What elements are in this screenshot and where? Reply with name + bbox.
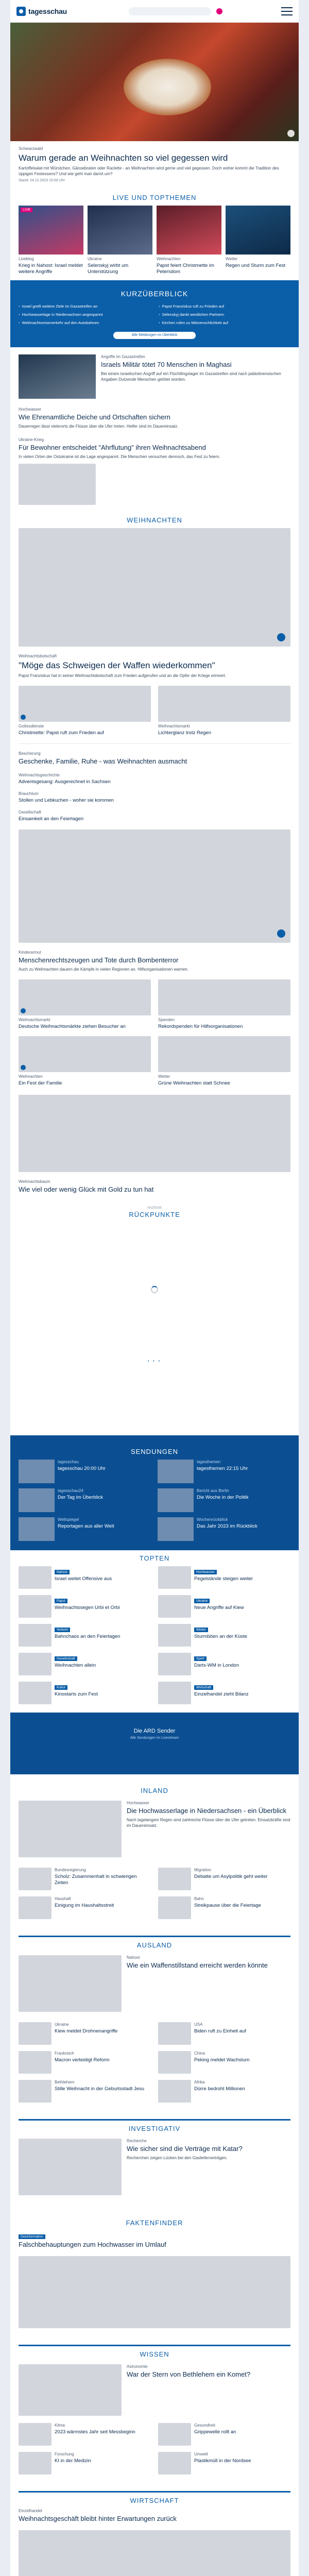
sendung-item[interactable]	[158, 1460, 290, 1483]
inland-kicker: Bahn	[194, 1896, 204, 1901]
logo-icon	[16, 7, 26, 16]
topten-title-text[interactable]: Pegelstände steigen weiter	[194, 1576, 253, 1582]
ausland-kicker: China	[194, 2051, 205, 2056]
weihnachten-mid-kicker: Bescherung	[19, 751, 41, 756]
kurzueberblick-button[interactable]: Alle Meldungen im Überblick	[113, 332, 196, 339]
sendung-item[interactable]	[158, 1517, 290, 1541]
live-section-title: LIVE UND TOPTHEMEN	[112, 194, 197, 201]
topten-image[interactable]	[19, 1624, 52, 1647]
weihnachten-end-image[interactable]	[19, 1095, 290, 1172]
wirtschaft-section	[10, 2483, 299, 2576]
ausland-item-title[interactable]: Peking meldet Wachstum	[194, 2057, 250, 2063]
story-title[interactable]: Für Bewohner entscheidet "Ahrflutung" ihren Weihnachtsabend	[19, 444, 206, 451]
topten-item[interactable]	[158, 1624, 290, 1647]
weihnachten-video-image[interactable]	[19, 829, 290, 943]
ausland-item-title[interactable]: Kiew meldet Drohnenangriffe	[55, 2028, 118, 2034]
topten-kicker: Papst	[55, 1599, 67, 1603]
sendung-kicker: Weltspiegel	[58, 1517, 79, 1522]
topten-image[interactable]	[19, 1682, 52, 1704]
weihnachten-list-item[interactable]	[19, 773, 290, 785]
kurz-item[interactable]: • Israel greift weitere Ziele im Gazastreifen an	[19, 304, 150, 309]
kurzueberblick-box	[10, 280, 299, 347]
weihnachten-item[interactable]	[158, 686, 290, 736]
wissen-lead-image[interactable]	[19, 2364, 122, 2416]
weihnachten-grid-item[interactable]	[158, 1036, 290, 1087]
wissen-kicker: Umwelt	[194, 2452, 208, 2456]
investigativ-lead-kicker: Recherche	[127, 2139, 147, 2143]
topten-kicker: Sport	[194, 1656, 207, 1661]
faktenfinder-image[interactable]	[19, 2256, 290, 2328]
weihnachten-second-text: Auch zu Weihnachten dauern die Kämpfe in vielen Regionen an. Hilfsorganisationen warnen.	[19, 967, 188, 972]
topten-item[interactable]	[19, 1624, 151, 1647]
sendung-kicker: tagesthemen	[197, 1460, 221, 1464]
kurzueberblick-title: KURZÜBERBLICK	[121, 290, 188, 298]
item-title[interactable]: Einsamkeit an den Feiertagen	[19, 816, 84, 822]
story-kicker: Hochwasser	[19, 407, 42, 412]
wissen-kicker: Klima	[55, 2423, 65, 2428]
topten-image[interactable]	[158, 1653, 191, 1675]
topten-item[interactable]	[19, 1653, 151, 1675]
item-title[interactable]: Adventsgesang: Ausgerechnet in Sachsen	[19, 779, 111, 785]
kurz-item[interactable]: • Kirchen rufen zu Mitmenschlichkeit auf	[159, 320, 290, 326]
play-icon	[277, 929, 285, 938]
sendung-item[interactable]	[19, 1517, 151, 1541]
promo-title: Die ARD Sender	[133, 1728, 176, 1734]
topten-item[interactable]	[19, 1566, 151, 1589]
topten-title-text[interactable]: Sturmböen an der Küste	[194, 1634, 247, 1639]
ausland-image[interactable]	[158, 2022, 191, 2045]
topten-image[interactable]	[19, 1595, 52, 1618]
topten-item[interactable]	[19, 1682, 151, 1704]
inland-item-title[interactable]: Scholz: Zusammenhalt in schwierigen Zeiten	[55, 1874, 137, 1886]
weihnachten-lead-title[interactable]: "Möge das Schweigen der Waffen wiederkommen"	[19, 660, 215, 670]
logo-text: tagesschau	[28, 7, 67, 15]
wissen-lead-title[interactable]: War der Stern von Bethlehem ein Komet?	[127, 2370, 251, 2378]
top-story-card[interactable]	[226, 206, 290, 275]
wissen-title: WISSEN	[140, 2350, 169, 2358]
sendung-image[interactable]	[19, 1488, 55, 1512]
sendungen-section	[10, 1435, 299, 1550]
topten-title: TOPTEN	[139, 1554, 170, 1562]
story-kicker: Angriffe im Gazastreifen	[101, 354, 145, 359]
item-title[interactable]: Christmette: Papst ruft zum Frieden auf	[19, 730, 104, 736]
ausland-item[interactable]	[19, 2051, 151, 2074]
inland-image[interactable]	[158, 1896, 191, 1919]
inland-item[interactable]	[158, 1896, 290, 1919]
topten-kicker: Ukraine	[194, 1599, 210, 1603]
hero-text: Kartoffelsalat mit Würstchen, Gänsebraten oder Raclette - an Weihnachten wird gerne und viel gegessen. Doch woher kommt die Tradition des üppigen Festessens? Und wie geht man damit um?	[19, 166, 279, 176]
play-icon	[21, 1065, 26, 1070]
topten-title-text[interactable]: Darts-WM in London	[194, 1663, 239, 1668]
inland-item-title[interactable]: Streikpause über die Feiertage	[194, 1903, 261, 1908]
ausland-image[interactable]	[19, 2022, 52, 2045]
promo-band[interactable]	[10, 1713, 299, 1774]
ad-label: ANZEIGE	[147, 1206, 162, 1210]
topten-image[interactable]	[158, 1624, 191, 1647]
item-kicker: Wetter	[158, 1074, 170, 1079]
top-story-image[interactable]	[19, 206, 83, 255]
topten-item[interactable]	[158, 1682, 290, 1704]
ausland-lead-image[interactable]	[19, 1955, 122, 2012]
ausland-item[interactable]	[158, 2080, 290, 2103]
carousel-dots[interactable]: • • •	[147, 1360, 162, 1363]
story-title[interactable]: Israels Militär tötet 70 Menschen in Maghasi	[101, 361, 232, 368]
sendung-kicker: Bericht aus Berlin	[197, 1488, 229, 1493]
item-image[interactable]	[158, 979, 290, 1015]
site-header	[10, 0, 299, 23]
topten-kicker: Wetter	[194, 1628, 208, 1632]
hero-kicker: Schwarzwald	[19, 146, 43, 151]
inland-kicker: Migration	[194, 1868, 211, 1872]
inland-kicker: Haushalt	[55, 1896, 71, 1901]
story-title[interactable]: Wie Ehrenamtliche Deiche und Ortschaften sichern	[19, 413, 170, 421]
weihnachten-grid-item[interactable]	[158, 979, 290, 1030]
live-section	[10, 190, 299, 275]
topten-kicker: Wirtschaft	[194, 1685, 213, 1690]
logo[interactable]	[16, 7, 67, 16]
hero-image[interactable]	[10, 23, 299, 141]
kurz-item[interactable]: • Weihnachtsreiseverkehr auf den Autobahnen	[19, 320, 150, 326]
item-kicker: Weihnachten	[19, 1074, 43, 1079]
item-kicker: Gesellschaft	[19, 810, 42, 815]
story-text: Dauerregen lässt vielerorts die Flüsse über die Ufer treten. Helfer sind im Dauereinsatz.	[19, 424, 179, 429]
wissen-item[interactable]	[19, 2423, 151, 2446]
item-kicker: Weihnachtsgeschichte	[19, 773, 60, 777]
ausland-item[interactable]	[19, 2080, 151, 2103]
story-text: Bei einem israelischen Angriff auf ein Flüchtlingslager im Gazastreifen sind nach palästinensischen Angaben Dutzende Menschen getötet worden.	[101, 371, 281, 382]
ausland-item-title[interactable]: Macron verteidigt Reform	[55, 2057, 110, 2063]
sendung-title[interactable]: Reportagen aus aller Welt	[58, 1523, 114, 1529]
sendung-kicker: tagesschau	[58, 1460, 79, 1464]
rueckpunkte-title: RÜCKPUNKTE	[129, 1211, 180, 1218]
faktenfinder-section	[10, 2211, 299, 2336]
top-story-kicker: Ukraine	[88, 257, 102, 261]
kurz-item[interactable]: • Selenskyj dankt westlichen Partnern	[159, 312, 290, 317]
live-badge: LIVE	[21, 208, 32, 212]
hero-teaser[interactable]	[10, 23, 299, 190]
inland-image[interactable]	[158, 1868, 191, 1890]
wissen-image[interactable]	[158, 2452, 191, 2475]
weihnachten-list-item[interactable]	[19, 810, 290, 822]
topten-kicker: Hochwasser	[194, 1570, 217, 1574]
sendung-title[interactable]: tagesschau 20:00 Uhr	[58, 1466, 106, 1471]
investigativ-title: INVESTIGATIV	[128, 2125, 181, 2132]
ausland-item[interactable]	[158, 2022, 290, 2045]
wissen-image[interactable]	[19, 2423, 52, 2446]
top-story-card[interactable]	[157, 206, 221, 275]
ausland-section	[10, 1927, 299, 2111]
inland-lead-image[interactable]	[19, 1801, 122, 1857]
item-title[interactable]: Grüne Weihnachten statt Schnee	[158, 1080, 230, 1086]
ausland-item-title[interactable]: Biden ruft zu Einheit auf	[194, 2028, 246, 2034]
ausland-item[interactable]	[158, 2051, 290, 2074]
item-kicker: Gottesdienste	[19, 724, 44, 728]
story-list	[10, 347, 299, 512]
inland-item-title[interactable]: Einigung im Haushaltsstreit	[55, 1903, 114, 1908]
item-title[interactable]: Deutsche Weihnachtsmärkte ziehen Besucher an	[19, 1024, 126, 1029]
top-story-image[interactable]	[157, 206, 221, 255]
wissen-item-title[interactable]: Plastikmüll in der Nordsee	[194, 2458, 251, 2464]
topten-title-text[interactable]: Israel weitet Offensive aus	[55, 1576, 112, 1582]
item-image[interactable]	[19, 979, 151, 1015]
topten-item[interactable]	[158, 1566, 290, 1589]
wissen-item-title[interactable]: KI in der Medizin	[55, 2458, 91, 2464]
wissen-kicker: Gesundheit	[194, 2423, 215, 2428]
inland-item-title[interactable]: Debatte um Asylpolitik geht weiter	[194, 1874, 268, 1879]
topten-item[interactable]	[19, 1595, 151, 1618]
topten-section	[10, 1550, 299, 1713]
top-story-kicker: Weihnachten	[157, 257, 181, 261]
ausland-kicker: Bethlehem	[55, 2080, 75, 2084]
weihnachten-second-kicker: Kinderarmut	[19, 950, 41, 955]
topten-title-text[interactable]: Einzelhandel zieht Bilanz	[194, 1691, 249, 1697]
weihnachten-lead-text: Papst Franziskus hat in seiner Weihnachtsbotschaft zum Frieden aufgerufen und an die Opfer der Kriege erinnert.	[19, 673, 227, 678]
top-story-card[interactable]	[19, 206, 83, 275]
topten-item[interactable]	[158, 1595, 290, 1618]
wissen-image[interactable]	[158, 2423, 191, 2446]
ausland-item[interactable]	[19, 2022, 151, 2045]
rueckpunkte-loader	[10, 1223, 299, 1357]
rueckpunkte-section	[10, 1201, 299, 1374]
top-story-kicker: Wetter	[226, 257, 238, 261]
topten-title-text[interactable]: Kinostarts zum Fest	[55, 1691, 98, 1697]
sendung-image[interactable]	[158, 1460, 194, 1483]
faktenfinder-title: FAKTENFINDER	[126, 2219, 183, 2227]
topten-kicker: Gesellschaft	[55, 1656, 77, 1661]
sendung-kicker: tagesschau24	[58, 1488, 83, 1493]
inland-lead-title[interactable]: Die Hochwasserlage in Niedersachsen - ein Überblick	[127, 1807, 286, 1815]
item-kicker: Weihnachtsmarkt	[19, 1018, 50, 1022]
item-title[interactable]: Stollen und Lebkuchen - woher sie kommen	[19, 798, 114, 803]
weihnachten-lead-image[interactable]	[19, 528, 290, 647]
inland-item[interactable]	[19, 1868, 151, 1890]
weihnachten-section	[10, 512, 299, 1201]
investigativ-section	[10, 2111, 299, 2211]
topten-image[interactable]	[19, 1566, 52, 1589]
inland-image[interactable]	[19, 1868, 52, 1890]
topten-title-text[interactable]: Weihnachten allein	[55, 1663, 96, 1668]
ausland-kicker: Ukraine	[55, 2022, 69, 2027]
investigativ-lead-text: Recherchen zeigen Lücken bei den Gaslieferverträgen.	[127, 2156, 228, 2160]
spinner-icon	[151, 1286, 158, 1293]
item-image[interactable]	[158, 686, 290, 722]
faktenfinder-lead-title[interactable]: Falschbehauptungen zum Hochwasser im Umlauf	[19, 2241, 166, 2248]
item-title[interactable]: Rekordspenden für Hilfsorganisationen	[158, 1024, 243, 1029]
inland-kicker: Bundesregierung	[55, 1868, 86, 1872]
wissen-kicker: Forschung	[55, 2452, 74, 2456]
sendung-title[interactable]: tagesthemen 22:15 Uhr	[197, 1466, 248, 1471]
weihnachten-grid-item[interactable]	[19, 979, 151, 1030]
sendung-item[interactable]	[19, 1488, 151, 1512]
top-story-image[interactable]	[88, 206, 152, 255]
top-story-card[interactable]	[88, 206, 152, 275]
sendung-item[interactable]	[19, 1460, 151, 1483]
weihnachten-second-title[interactable]: Menschenrechtszeugen und Tote durch Bombenterror	[19, 956, 179, 964]
story-image[interactable]	[19, 354, 96, 399]
investigativ-lead-image[interactable]	[19, 2139, 122, 2195]
ausland-kicker: USA	[194, 2022, 203, 2027]
wissen-item-title[interactable]: Grippewelle rollt an	[194, 2429, 236, 2435]
topten-image[interactable]	[158, 1566, 191, 1589]
wirtschaft-lead-kicker: Einzelhandel	[19, 2509, 42, 2513]
weihnachten-end-kicker: Weihnachtsbaum	[19, 1179, 50, 1184]
hero-meta: Stand: 24.12.2023 10:00 Uhr	[19, 179, 65, 182]
kurz-item[interactable]: • Hochwasserlage in Niedersachsen angespannt	[19, 312, 150, 317]
inland-item[interactable]	[158, 1868, 290, 1890]
wissen-item[interactable]	[158, 2423, 290, 2446]
topten-image[interactable]	[158, 1682, 191, 1704]
wissen-section	[10, 2336, 299, 2483]
main-column	[10, 0, 299, 2576]
ausland-lead-title[interactable]: Wie ein Waffenstillstand erreicht werden könnte	[127, 1961, 268, 1969]
play-icon	[277, 633, 285, 641]
ausland-image[interactable]	[19, 2080, 52, 2103]
ausland-image[interactable]	[158, 2080, 191, 2103]
item-image[interactable]	[19, 1036, 151, 1072]
play-icon	[21, 1008, 26, 1013]
sendung-image[interactable]	[19, 1460, 55, 1483]
ausland-item-title[interactable]: Stille Weihnacht in der Geburtsstadt Jesu	[55, 2086, 145, 2092]
sendung-title[interactable]: Der Tag im Überblick	[58, 1495, 103, 1500]
inland-section	[10, 1774, 299, 1927]
inland-item[interactable]	[19, 1896, 151, 1919]
top-story-title[interactable]: Regen und Sturm zum Fest	[226, 263, 286, 268]
live-indicator-icon[interactable]	[216, 8, 222, 14]
gallery-icon	[287, 130, 295, 137]
weihnachten-lead-kicker: Weihnachtsbotschaft	[19, 654, 57, 658]
story-kicker: Ukraine-Krieg	[19, 437, 44, 442]
wissen-item[interactable]	[19, 2452, 151, 2475]
sendung-image[interactable]	[158, 1488, 194, 1512]
weihnachten-grid-item[interactable]	[19, 1036, 151, 1087]
weihnachten-item[interactable]	[19, 686, 151, 736]
wissen-item-title[interactable]: 2023 wärmstes Jahr seit Messbeginn	[55, 2429, 135, 2435]
topten-kicker: Verkehr	[55, 1628, 70, 1632]
play-icon	[21, 715, 26, 720]
inland-lead-text: Nach tagelangem Regen sind zahlreiche Flüsse über die Ufer getreten. Einsatzkräfte sind im Dauereinsatz.	[127, 1818, 290, 1828]
wissen-image[interactable]	[19, 2452, 52, 2475]
inland-image[interactable]	[19, 1896, 52, 1919]
wirtschaft-lead-title[interactable]: Weihnachtsgeschäft bleibt hinter Erwartungen zurück	[19, 2515, 177, 2522]
sendungen-title: SENDUNGEN	[130, 1448, 179, 1455]
kurz-item[interactable]: • Papst Franziskus ruft zu Frieden auf	[159, 304, 290, 309]
sendung-image[interactable]	[19, 1517, 55, 1541]
story-image[interactable]	[19, 464, 96, 505]
header-search-placeholder[interactable]	[129, 7, 211, 15]
ausland-image[interactable]	[158, 2051, 191, 2074]
ausland-title: AUSLAND	[136, 1941, 173, 1949]
topten-image[interactable]	[19, 1653, 52, 1675]
ausland-image[interactable]	[19, 2051, 52, 2074]
topten-title-text[interactable]: Weihnachtssegen Urbi et Orbi	[55, 1605, 120, 1611]
item-image[interactable]	[19, 686, 151, 722]
topten-title-text[interactable]: Bahnchaos an den Feiertagen	[55, 1634, 121, 1639]
top-story-title[interactable]: Papst feiert Christmette im Petersdom	[157, 263, 214, 275]
wissen-item[interactable]	[158, 2452, 290, 2475]
inland-lead-kicker: Hochwasser	[127, 1801, 150, 1805]
sendung-image[interactable]	[158, 1517, 194, 1541]
top-story-image[interactable]	[226, 206, 290, 255]
ausland-kicker: Afrika	[194, 2080, 205, 2084]
investigativ-lead-title[interactable]: Wie sicher sind die Verträge mit Katar?	[127, 2145, 243, 2153]
topten-kicker: Kultur	[55, 1685, 67, 1690]
story-text: In vielen Orten der Ostukraine ist die Lage angespannt. Die Menschen versuchen dennoch, das Fest zu feiern.	[19, 454, 220, 459]
wirtschaft-title: WIRTSCHAFT	[130, 2497, 179, 2504]
ausland-lead-kicker: Nahost	[127, 1955, 140, 1960]
topten-image[interactable]	[158, 1595, 191, 1618]
weihnachten-list-item[interactable]	[19, 791, 290, 804]
sendung-title[interactable]: Das Jahr 2023 im Rückblick	[197, 1523, 258, 1529]
story-teaser[interactable]	[19, 437, 290, 460]
ausland-kicker: Frankreich	[55, 2051, 74, 2056]
faktenfinder-kicker: Desinformation	[19, 2234, 45, 2239]
ausland-item-title[interactable]: Dürre bedroht Millionen	[194, 2086, 245, 2092]
item-title[interactable]: Lichterglanz trotz Regen	[158, 730, 211, 736]
sendung-item[interactable]	[158, 1488, 290, 1512]
top-story-kicker: Liveblog	[19, 257, 34, 261]
top-story-title[interactable]: Selenskyj wirbt um Unterstützung	[88, 263, 129, 275]
story-teaser[interactable]	[19, 354, 290, 399]
sendung-title[interactable]: Die Woche in der Politik	[197, 1495, 249, 1500]
topten-kicker: Nahost	[55, 1570, 70, 1574]
hero-title[interactable]: Warum gerade an Weihnachten so viel gegessen wird	[19, 153, 228, 163]
item-kicker: Brauchtum	[19, 791, 39, 796]
top-story-title[interactable]: Krieg in Nahost: Israel meldet weitere Angriffe	[19, 263, 83, 275]
topten-title-text[interactable]: Neue Angriffe auf Kiew	[194, 1605, 244, 1611]
item-kicker: Weihnachtsmarkt	[158, 724, 190, 728]
inland-title: INLAND	[141, 1787, 168, 1794]
weihnachten-end-title[interactable]: Wie viel oder wenig Glück mit Gold zu tun hat	[19, 1185, 154, 1193]
menu-icon[interactable]	[281, 7, 293, 15]
item-image[interactable]	[158, 1036, 290, 1072]
weihnachten-mid-title[interactable]: Geschenke, Familie, Ruhe - was Weihnachten ausmacht	[19, 757, 187, 765]
item-title[interactable]: Ein Fest der Familie	[19, 1080, 62, 1086]
promo-text: Alle Sendungen im Livestream	[130, 1736, 179, 1740]
wissen-lead-kicker: Astronomie	[127, 2364, 148, 2369]
story-teaser[interactable]	[19, 407, 290, 429]
wirtschaft-image[interactable]	[19, 2530, 290, 2576]
weihnachten-title: WEIHNACHTEN	[127, 516, 182, 524]
item-kicker: Spenden	[158, 1018, 175, 1022]
topten-item[interactable]	[158, 1653, 290, 1675]
sendung-kicker: Wochenrückblick	[197, 1517, 228, 1522]
